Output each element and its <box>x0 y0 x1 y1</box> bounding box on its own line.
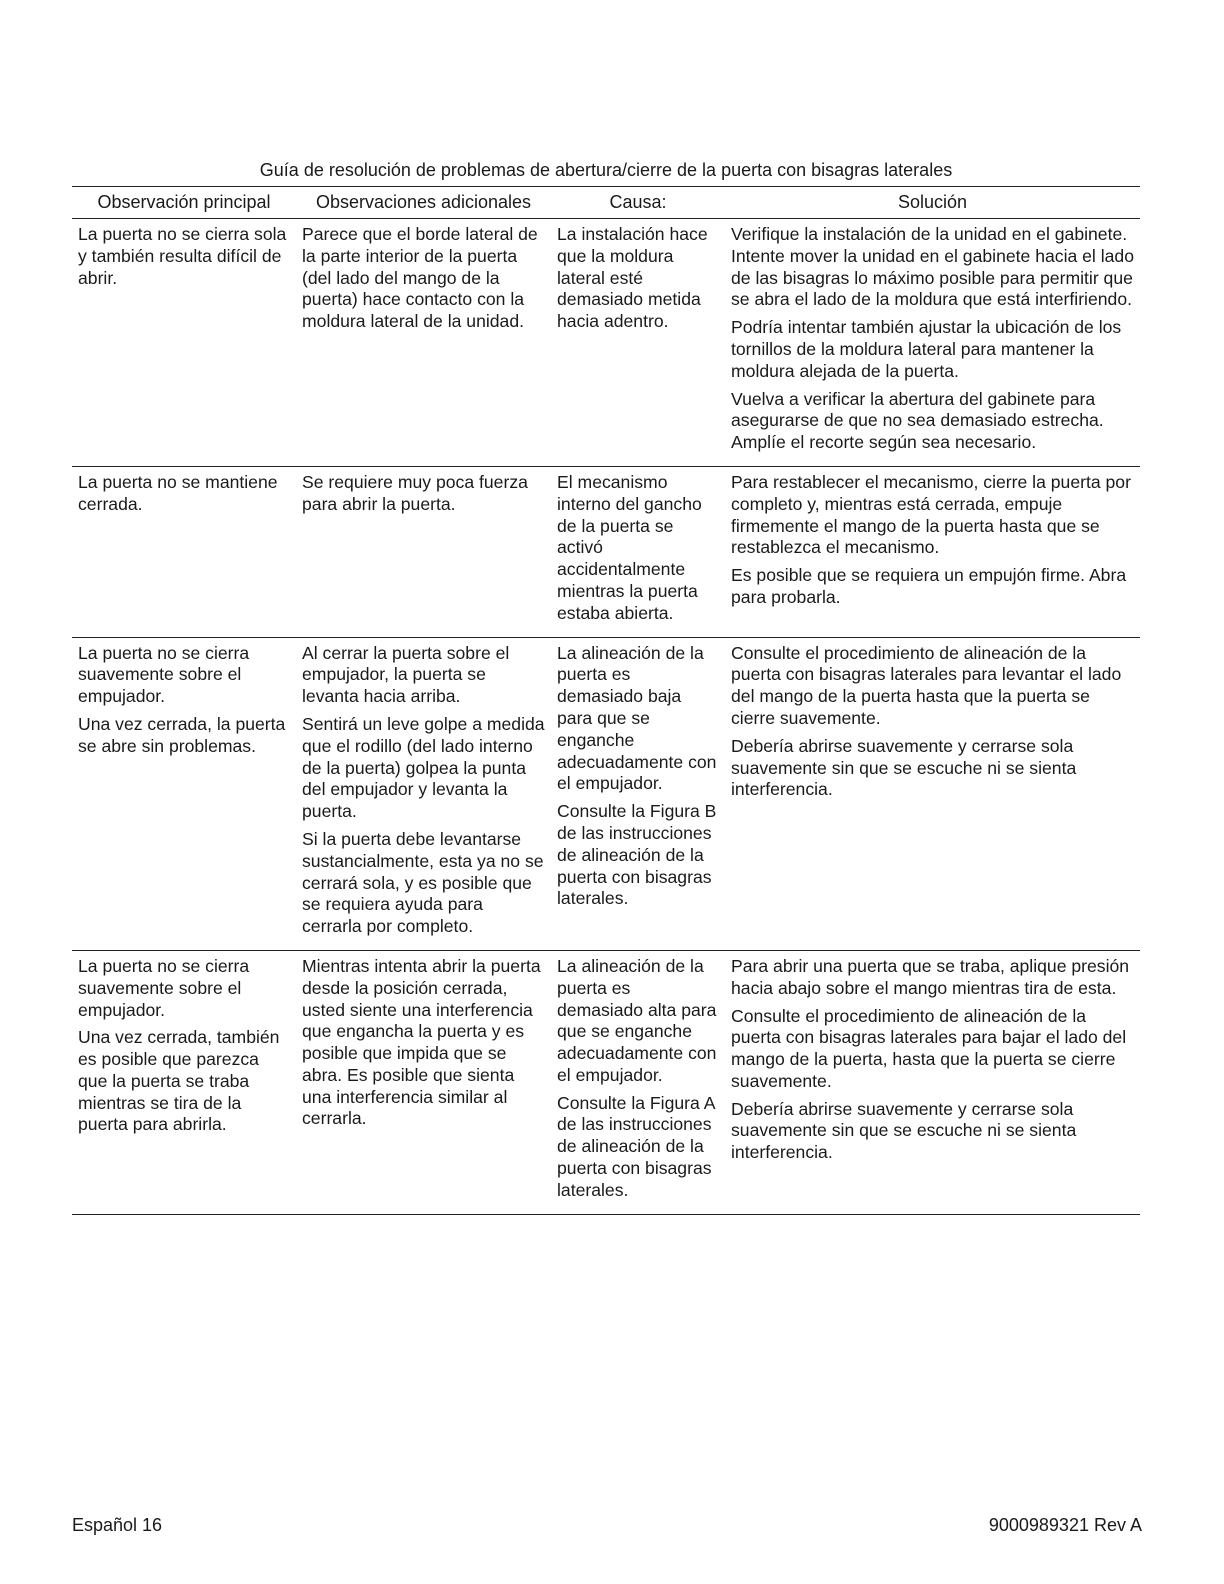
cell-paragraph: La puerta no se mantiene cerrada. <box>78 471 278 514</box>
cell-paragraph: Una vez cerrada, también es posible que parezca que la puerta se traba mientras se tira de la puerta para abrirla. <box>78 1027 280 1135</box>
cell-paragraph: Se requiere muy poca fuerza para abrir la puerta. <box>302 471 528 514</box>
causa-cell <box>551 637 725 950</box>
cell-paragraph: La puerta no se cierra sola y también resulta difícil de abrir. <box>78 224 287 288</box>
cell-paragraph: Sentirá un leve golpe a medida que el rodillo (del lado interno de la puerta) golpea la punta del empujador y levanta la puerta. <box>302 713 545 822</box>
solucion-cell <box>725 637 1140 950</box>
table-row <box>72 219 1140 467</box>
observaciones-adicionales-cell <box>296 637 551 950</box>
table-caption: Guía de resolución de problemas de abertura/cierre de la puerta con bisagras laterales <box>259 160 953 180</box>
cell-paragraph: Debería abrirse suavemente y cerrarse sola suavemente sin que se escuche ni se sienta interferencia. <box>731 735 1077 800</box>
cell-paragraph: La instalación hace que la moldura lateral esté demasiado metida hacia adentro. <box>557 224 708 332</box>
cell-paragraph: Consulte el procedimiento de alineación de la puerta con bisagras laterales para bajar el lado del mango de la puerta, hasta que la puerta se cierre suavemente. <box>731 1005 1127 1091</box>
table-body <box>72 219 1140 1215</box>
cell-paragraph: La puerta no se cierra suavemente sobre el empujador. <box>78 642 250 707</box>
cell-paragraph: Podría intentar también ajustar la ubicación de los tornillos de la moldura lateral para mantener la moldura alejada de la puerta. <box>731 317 1122 381</box>
cell-paragraph: Consulte la Figura B de las instrucciones de alineación de la puerta con bisagras laterales. <box>557 801 717 909</box>
solucion-cell <box>725 219 1140 467</box>
column-header-observacion-principal: Observación principal <box>72 187 296 219</box>
cell-paragraph: Mientras intenta abrir la puerta desde la posición cerrada, usted siente una interferencia que engancha la puerta y es posible que impida que se abra. Es posible que sienta una interferencia similar al cerrarla. <box>302 955 541 1129</box>
observaciones-adicionales-cell <box>296 466 551 637</box>
column-header-solucion: Solución <box>725 187 1140 219</box>
observacion-principal-cell <box>72 950 296 1214</box>
cell-paragraph: Para abrir una puerta que se traba, aplique presión hacia abajo sobre el mango mientras tira de esta. <box>731 955 1130 998</box>
cell-paragraph: Consulte la Figura A de las instrucciones de alineación de la puerta con bisagras laterales. <box>557 1092 715 1200</box>
cell-paragraph: Verifique la instalación de la unidad en el gabinete. Intente mover la unidad en el gabinete hacia el lado de las bisagras lo máximo posible para permitir que se abra el lado de la moldura que está interfiriendo. <box>731 224 1134 310</box>
cell-paragraph: Una vez cerrada, la puerta se abre sin problemas. <box>78 713 286 756</box>
causa-cell <box>551 950 725 1214</box>
cell-paragraph: Es posible que se requiera un empujón firme. Abra para probarla. <box>731 565 1127 607</box>
observacion-principal-cell <box>72 219 296 467</box>
cell-paragraph: Para restablecer el mecanismo, cierre la puerta por completo y, mientras está cerrada, empuje firmemente el mango de la puerta hasta que se restablezca el mecanismo. <box>731 471 1131 558</box>
cell-paragraph: Vuelva a verificar la abertura del gabinete para asegurarse de que no sea demasiado estrecha. Amplíe el recorte según sea necesario. <box>731 388 1104 453</box>
causa-cell <box>551 219 725 467</box>
page-number: Español 16 <box>72 1515 163 1535</box>
troubleshooting-table-section <box>72 156 1140 1215</box>
observaciones-adicionales-cell <box>296 950 551 1214</box>
solucion-cell <box>725 950 1140 1214</box>
cell-paragraph: El mecanismo interno del gancho de la puerta se activó accidentalmente mientras la puerta estaba abierta. <box>557 471 702 623</box>
cell-paragraph: Si la puerta debe levantarse sustancialmente, esta ya no se cerrará sola, y es posible que se requiera ayuda para cerrarla por completo. <box>302 828 544 937</box>
observaciones-adicionales-cell <box>296 219 551 467</box>
observacion-principal-cell <box>72 637 296 950</box>
cell-paragraph: La alineación de la puerta es demasiado baja para que se enganche adecuadamente con el empujador. <box>557 642 717 794</box>
table-row <box>72 637 1140 950</box>
column-header-causa: Causa: <box>551 187 725 219</box>
cell-paragraph: Consulte el procedimiento de alineación de la puerta con bisagras laterales para levantar el lado del mango de la puerta hasta que la puerta se cierre suavemente. <box>731 642 1122 728</box>
cell-paragraph: La puerta no se cierra suavemente sobre el empujador. <box>78 955 250 1020</box>
table-header-row <box>72 187 1140 219</box>
cell-paragraph: Parece que el borde lateral de la parte interior de la puerta (del lado del mango de la puerta) hace contacto con la moldura lateral de la unidad. <box>302 224 538 332</box>
column-header-observaciones-adicionales: Observaciones adicionales <box>296 187 551 219</box>
causa-cell <box>551 466 725 637</box>
document-revision: 9000989321 Rev A <box>988 1515 1142 1535</box>
solucion-cell <box>725 466 1140 637</box>
troubleshooting-table <box>72 186 1140 1215</box>
cell-paragraph: Debería abrirse suavemente y cerrarse sola suavemente sin que se escuche ni se sienta interferencia. <box>731 1098 1077 1163</box>
cell-paragraph: Al cerrar la puerta sobre el empujador, la puerta se levanta hacia arriba. <box>302 642 510 707</box>
table-row <box>72 466 1140 637</box>
observacion-principal-cell <box>72 466 296 637</box>
table-row <box>72 950 1140 1214</box>
cell-paragraph: La alineación de la puerta es demasiado alta para que se enganche adecuadamente con el empujador. <box>557 955 717 1085</box>
